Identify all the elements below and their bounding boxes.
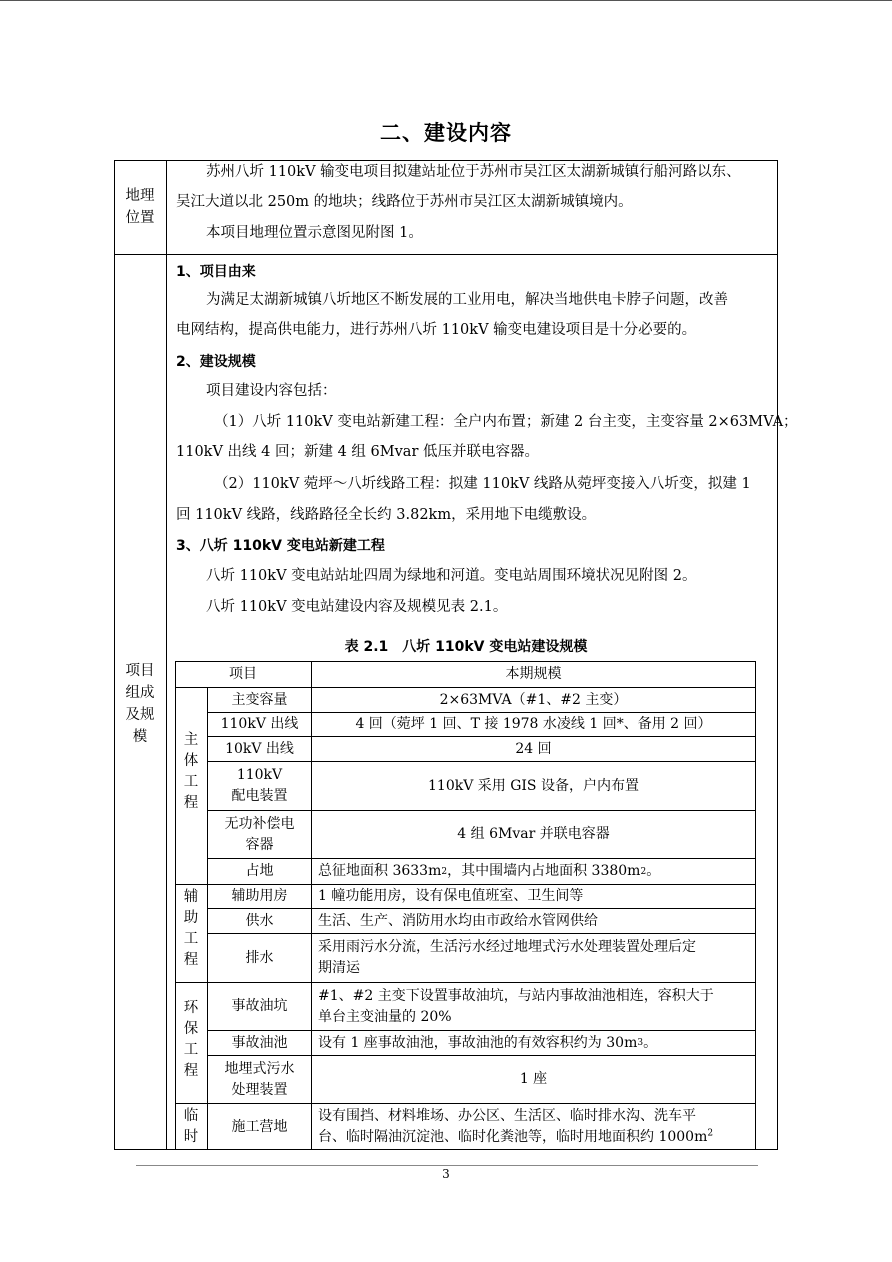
top-rule: [0, 0, 892, 1]
label-divider: [166, 160, 167, 1150]
page-number: 3: [442, 1167, 450, 1181]
th-item: 项目: [229, 666, 257, 682]
r5-item: 无功补偿电 容器: [224, 815, 295, 853]
heading-origin: 1、项目由来: [176, 264, 256, 280]
location-line-3: 本项目地理位置示意图见附图 1。: [206, 225, 423, 241]
r7-item: 辅助用房: [231, 888, 288, 904]
r6-scale: 总征地面积 3633m 2 ，其中围墙内占地面积 3380m 2 。: [318, 863, 661, 879]
section-title: 二、建设内容: [380, 121, 512, 145]
r4-item: 110kV 配电装置: [231, 767, 288, 804]
origin-line-1: 为满足太湖新城镇八圻地区不断发展的工业用电，解决当地供电卡脖子问题，改善: [206, 292, 728, 308]
table-caption: 表 2.1 八圻 110kV 变电站建设规模: [344, 639, 588, 655]
group-main: 主 体 工 程: [183, 732, 199, 811]
r10-scale: #1、#2 主变下设置事故油坑，与站内事故油池相连，容积大于 单台主变油量的 20%: [318, 987, 714, 1025]
r5-scale: 4 组 6Mvar 并联电容器: [457, 826, 610, 842]
r9-scale: 采用雨污水分流，生活污水经过地埋式污水处理装置处理后定 期清运: [318, 939, 696, 976]
r11-scale: 设有 1 座事故油池，事故油池的有效容积约为 30m 3 。: [318, 1034, 658, 1051]
r6-item: 占地: [245, 863, 274, 879]
scale-item-1-line-2: 110kV 出线 4 回；新建 4 组 6Mvar 低压并联电容器。: [176, 444, 539, 460]
r9-item: 排水: [245, 949, 274, 966]
scale-item-1-line-1: （1）八圻 110kV 变电站新建工程：全户内布置；新建 2 台主变，主变容量 2×63MVA；: [214, 414, 798, 430]
r13-item: 施工营地: [231, 1118, 288, 1135]
origin-line-2: 电网结构，提高供电能力，进行苏州八圻 110kV 输变电建设项目是十分必要的。: [176, 322, 697, 338]
r1-item: 主变容量: [231, 691, 288, 708]
heading-scale: 2、建设规模: [176, 354, 256, 370]
th-scale: 本期规模: [505, 666, 562, 682]
r2-scale: 4 回（菀坪 1 回、T 接 1978 水凌线 1 回*、备用 2 回）: [355, 716, 712, 732]
heading-substation: 3、八圻 110kV 变电站新建工程: [176, 538, 385, 554]
r4-scale: 110kV 采用 GIS 设备，户内布置: [428, 777, 639, 794]
r7-scale: 1 幢功能用房，设有保电值班室、卫生间等: [318, 888, 584, 904]
substation-line-2: 八圻 110kV 变电站建设内容及规模见表 2.1。: [206, 599, 508, 615]
r1-scale: 2×63MVA（#1、#2 主变）: [439, 691, 628, 708]
r13-scale: 设有围挡、材料堆场、办公区、生活区、临时排水沟、洗车平 台、临时隔油沉淀池、临时化粪池等，临时用地面积约 $1000m^2$: [318, 1108, 714, 1145]
scale-item-2-line-1: （2）110kV 菀坪～八圻线路工程：拟建 110kV 线路从菀坪变接入八圻变，拟建 1: [214, 476, 751, 492]
scale-item-2-line-2: 回 110kV 线路，线路路径全长约 3.82km，采用地下电缆敷设。: [176, 507, 597, 523]
r11-item: 事故油池: [231, 1034, 288, 1051]
r3-scale: 24 回: [515, 740, 552, 757]
composition-label: 项目 组成 及规 模: [125, 663, 155, 745]
r8-item: 供水: [245, 912, 274, 929]
scale-intro: 项目建设内容包括：: [206, 383, 337, 399]
r2-item: 110kV 出线: [220, 716, 299, 732]
substation-line-1: 八圻 110kV 变电站站址四周为绿地和河道。变电站周围环境状况见附图 2。: [206, 568, 697, 584]
row-divider: [114, 254, 778, 255]
group-env: 环 保 工 程: [183, 1000, 199, 1079]
r10-item: 事故油坑: [231, 998, 288, 1014]
r8-scale: 生活、生产、消防用水均由市政给水管网供给: [318, 912, 598, 929]
group-aux: 辅 助 工 程: [183, 889, 199, 968]
r3-item: 10kV 出线: [225, 740, 294, 757]
r12-item: 地埋式污水 处理装置: [224, 1060, 295, 1098]
group-temp: 临 时: [183, 1108, 199, 1145]
location-line-1: 苏州八圻 110kV 输变电项目拟建站址位于苏州市吴江区太湖新城镇行船河路以东、: [206, 164, 741, 180]
location-label: 地理 位置: [125, 188, 155, 226]
location-line-2: 吴江大道以北 250m 的地块；线路位于苏州市吴江区太湖新城镇境内。: [176, 194, 633, 210]
r12-scale: 1 座: [519, 1071, 548, 1087]
footer-rule: [136, 1165, 758, 1166]
